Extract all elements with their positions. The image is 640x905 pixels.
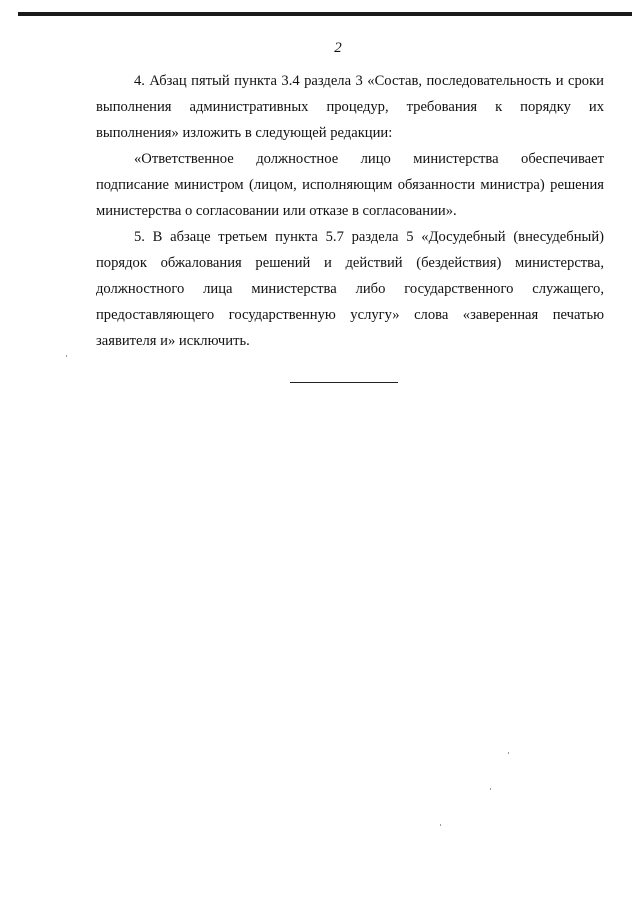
top-border-line [18,12,632,16]
document-body [96,68,604,354]
scan-speck [440,824,441,826]
scan-speck [508,752,509,754]
scan-speck [66,355,67,357]
scan-speck [490,788,491,790]
page-number: 2 [334,40,342,56]
paragraph-amendment-5: 5. В абзаце третьем пункта 5.7 раздела 5 «Досудебный (внесудебный) порядок обжалования решений и действий (бездействия) министерства, должностного лица министерства либо государственного служащего, предоставляющего государственную услугу» слова «заверенная печатью заявителя и» исключить. [96,229,604,349]
end-of-text-line [290,382,398,383]
paragraph-amendment-4: 4. Абзац пятый пункта 3.4 раздела 3 «Состав, последовательность и сроки выполнения административных процедур, требования к порядку их выполнения» изложить в следующей редакции: [96,73,604,141]
paragraph-new-wording: «Ответственное должностное лицо министерства обеспечивает подписание министром (лицом, исполняющим обязанности министра) решения министерства о согласовании или отказе в согласовании». [96,151,604,219]
